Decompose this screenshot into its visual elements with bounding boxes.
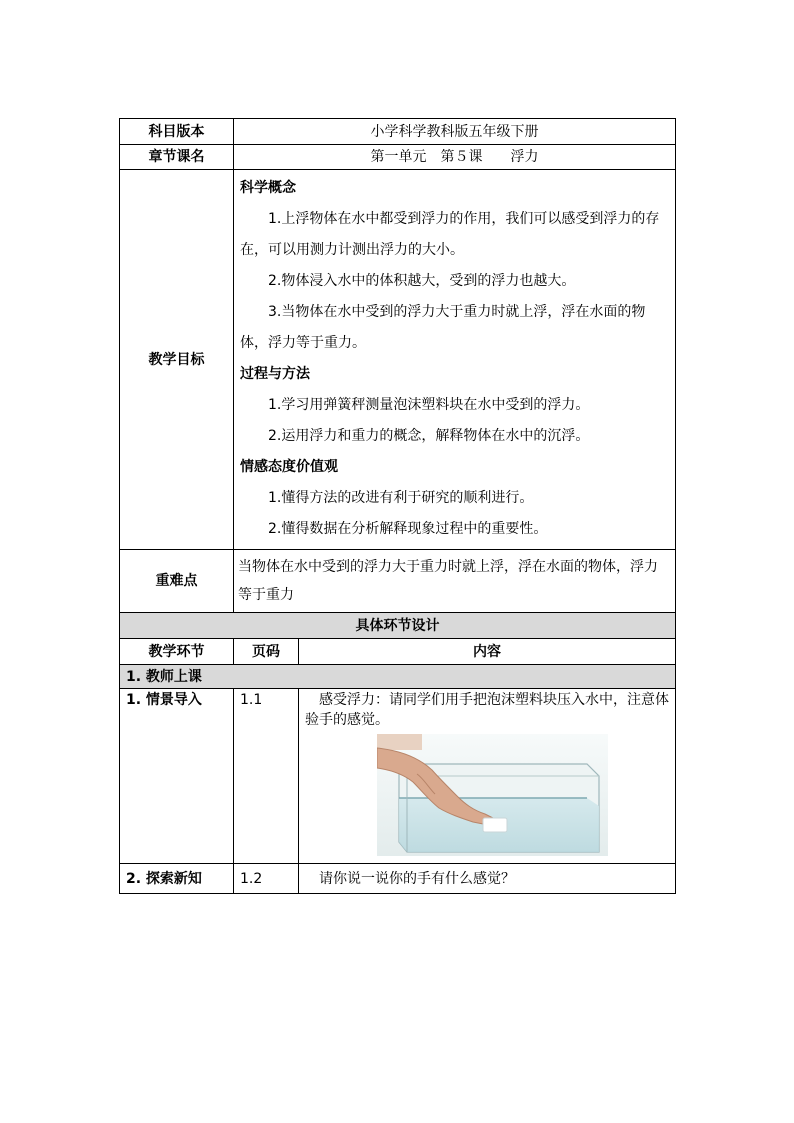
section-heading: 过程与方法	[240, 366, 310, 382]
column-header: 教学环节	[120, 639, 234, 665]
table-row	[120, 550, 676, 613]
page-number: 1.2	[234, 864, 299, 894]
objective-item: 2.运用浮力和重力的概念，解释物体在水中的沉浮。	[268, 428, 590, 444]
table-row	[120, 639, 676, 665]
table-row	[120, 170, 676, 550]
step-content	[299, 689, 676, 864]
chapter-value: 第一单元 第５课 浮力	[234, 145, 676, 170]
subject-version-value: 小学科学教科版五年级下册	[234, 119, 676, 145]
stage-title: 1. 教师上课	[120, 665, 676, 689]
float-experiment-photo	[377, 734, 608, 856]
objective-item: 3.当物体在水中受到的浮力大于重力时就上浮，浮在水面的物体，浮力等于重力。	[240, 304, 646, 351]
objectives-label: 教学目标	[120, 170, 234, 550]
objective-item: 1.学习用弹簧秤测量泡沫塑料块在水中受到的浮力。	[268, 397, 590, 413]
table-row	[120, 665, 676, 689]
table-row	[120, 613, 676, 639]
subject-version-label: 科目版本	[120, 119, 234, 145]
step-content-text: 请你说一说你的手有什么感觉？	[299, 864, 676, 894]
objectives-content	[234, 170, 676, 550]
page-number: 1.1	[234, 689, 299, 864]
design-title: 具体环节设计	[120, 613, 676, 639]
column-header: 页码	[234, 639, 299, 665]
difficulty-label: 重难点	[120, 550, 234, 613]
objective-item: 2.物体浸入水中的体积越大，受到的浮力也越大。	[268, 273, 576, 289]
objective-item: 1.懂得方法的改进有利于研究的顺利进行。	[268, 490, 534, 506]
table-row	[120, 119, 676, 145]
table-row	[120, 145, 676, 170]
step-name: 2. 探索新知	[120, 864, 234, 894]
table-row	[120, 689, 676, 864]
column-header: 内容	[299, 639, 676, 665]
step-content-text: 感受浮力：请同学们用手把泡沫塑料块压入水中，注意体验手的感觉。	[305, 692, 669, 728]
step-name: 1. 情景导入	[120, 689, 234, 864]
difficulty-text: 当物体在水中受到的浮力大于重力时就上浮，浮在水面的物体，浮力等于重力	[234, 550, 676, 613]
table-row	[120, 864, 676, 894]
lesson-plan-table	[119, 118, 676, 894]
objective-item: 2.懂得数据在分析解释现象过程中的重要性。	[268, 521, 548, 537]
chapter-label: 章节课名	[120, 145, 234, 170]
section-heading: 情感态度价值观	[240, 459, 338, 475]
section-heading: 科学概念	[240, 180, 296, 196]
objective-item: 1.上浮物体在水中都受到浮力的作用，我们可以感受到浮力的存在，可以用测力计测出浮力的大小。	[240, 211, 660, 258]
